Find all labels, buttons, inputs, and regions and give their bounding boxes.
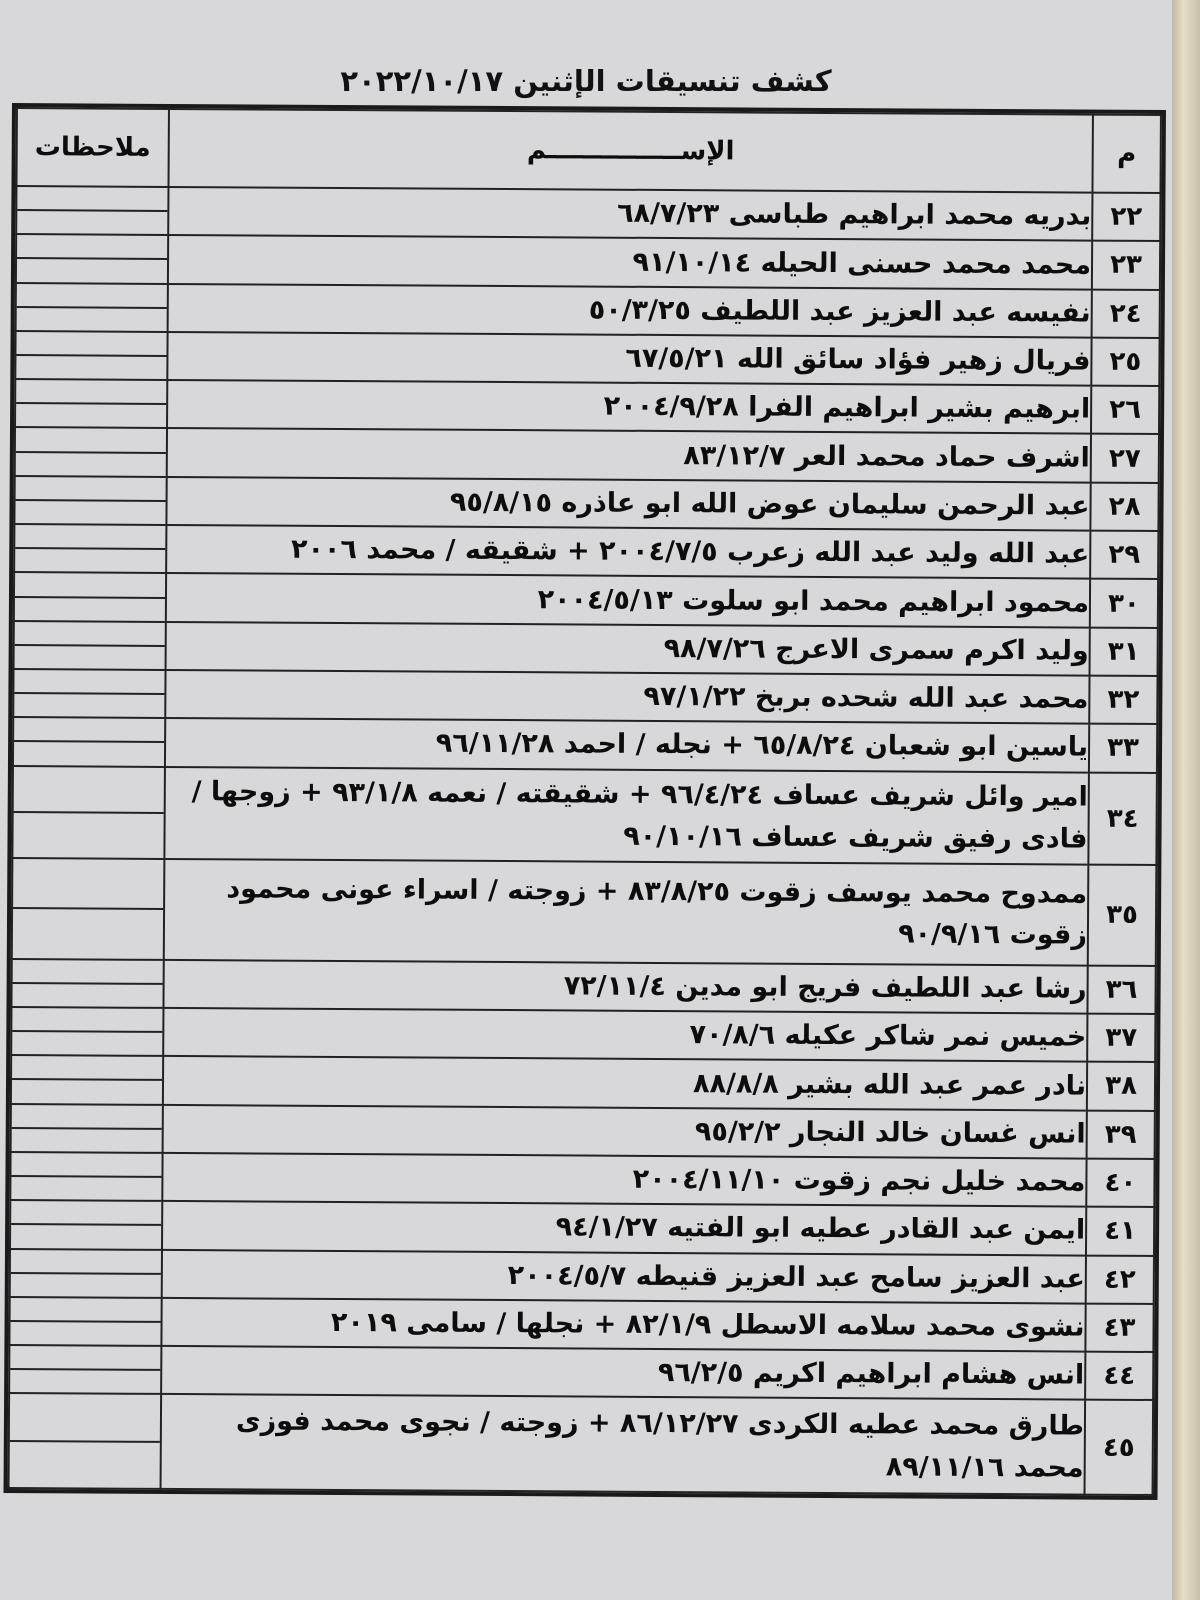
- header-name: الإســـــــــــــــم: [168, 109, 1092, 193]
- row-number: ٣٨: [1087, 1062, 1155, 1111]
- book-edge: [1172, 0, 1200, 1600]
- table-row: [9, 1345, 1153, 1400]
- row-number: ٣٠: [1090, 579, 1158, 628]
- row-name: محمد خليل نجم زقوت ٢٠٠٤/١١/١٠: [162, 1153, 1086, 1207]
- row-notes: [14, 524, 166, 573]
- row-number: ٢٣: [1092, 241, 1160, 290]
- row-notes: [16, 283, 168, 332]
- row-notes: [11, 1007, 163, 1056]
- table-row: [14, 476, 1158, 531]
- row-name: امير وائل شريف عساف ٩٦/٤/٢٤ + شقيقته / نعمه ٩٣/١/٨ + زوجها / فادى رفيق شريف عساف ٩٠/١٠/١٦: [164, 767, 1089, 865]
- row-notes: [15, 331, 167, 380]
- row-name: عبد الله وليد عبد الله زعرب ٢٠٠٤/٧/٥ + شقيقه / محمد ٢٠٠٦: [166, 525, 1090, 579]
- row-number: ٢٨: [1090, 482, 1158, 531]
- row-name: خميس نمر شاكر عكيله ٧٠/٨/٦: [163, 1008, 1087, 1062]
- row-number: ٤٣: [1085, 1303, 1153, 1352]
- row-name: فريال زهير فؤاد سائق الله ٦٧/٥/٢١: [167, 332, 1091, 386]
- row-notes: [11, 1055, 163, 1104]
- table-row: [14, 572, 1158, 627]
- table-row: [16, 186, 1160, 241]
- row-number: ٢٧: [1091, 434, 1159, 483]
- table-row: [9, 1393, 1154, 1495]
- row-notes: [14, 621, 166, 670]
- row-name: بدريه محمد ابراهيم طباسى ٦٨/٧/٢٣: [168, 187, 1092, 241]
- row-notes: [11, 1104, 163, 1153]
- page-title: كشف تنسيقات الإثنين ٢٠٢٢/١٠/١٧: [340, 64, 832, 98]
- row-notes: [13, 717, 165, 766]
- row-name: نادر عمر عبد الله بشير ٨٨/٨/٨: [163, 1056, 1087, 1110]
- roster-table: [8, 107, 1162, 1496]
- row-notes: [16, 234, 168, 283]
- row-number: ٤٠: [1086, 1159, 1154, 1208]
- table-row: [16, 234, 1160, 289]
- row-number: ٤٢: [1086, 1255, 1154, 1304]
- table-row: [13, 717, 1157, 772]
- row-notes: [15, 428, 167, 477]
- row-name: رشا عبد اللطيف فريج ابو مدين ٧٢/١١/٤: [163, 960, 1087, 1014]
- row-notes: [10, 1249, 162, 1298]
- row-number: ٢٦: [1091, 386, 1159, 435]
- table-row: [11, 959, 1155, 1014]
- row-name: نفيسه عبد العزيز عبد اللطيف ٥٠/٣/٢٥: [168, 284, 1092, 338]
- table-row: [13, 669, 1157, 724]
- row-name: عبد العزيز سامح عبد العزيز قنيطه ٢٠٠٤/٥/٧: [162, 1249, 1086, 1303]
- table-row: [9, 1297, 1153, 1352]
- table-row: [10, 1152, 1154, 1207]
- row-notes: [9, 1297, 161, 1346]
- table-row: [12, 766, 1157, 865]
- row-notes: [15, 379, 167, 428]
- roster-table-frame: [4, 103, 1166, 1500]
- row-name: انس غسان خالد النجار ٩٥/٢/٢: [163, 1105, 1087, 1159]
- table-row: [12, 858, 1157, 966]
- row-number: ٣٤: [1088, 772, 1157, 865]
- table-row: [15, 379, 1159, 434]
- row-name: ابرهيم بشير ابراهيم الفرا ٢٠٠٤/٩/٢٨: [167, 380, 1091, 434]
- row-number: ٢٥: [1091, 337, 1159, 386]
- row-name: طارق محمد عطيه الكردى ٨٦/١٢/٢٧ + زوجته / نجوى محمد فوزى محمد ٨٩/١١/١٦: [161, 1394, 1086, 1494]
- row-number: ٣٩: [1087, 1110, 1155, 1159]
- row-notes: [12, 858, 165, 960]
- row-notes: [13, 669, 165, 718]
- row-number: ٢٢: [1092, 193, 1160, 242]
- row-number: ٣٧: [1087, 1014, 1155, 1063]
- row-name: اشرف حماد محمد العر ٨٣/١٢/٧: [167, 428, 1091, 482]
- table-row: [14, 621, 1158, 676]
- row-name: عبد الرحمن سليمان عوض الله ابو عاذره ٩٥/٨/١٥: [166, 477, 1090, 531]
- table-header-row: [16, 108, 1160, 193]
- table-row: [11, 1055, 1155, 1110]
- table-row: [14, 524, 1158, 579]
- table-row: [11, 1104, 1155, 1159]
- row-notes: [12, 766, 165, 859]
- row-notes: [11, 959, 163, 1008]
- header-notes: ملاحظات: [16, 108, 168, 187]
- row-number: ٤١: [1086, 1207, 1154, 1256]
- table-row: [10, 1200, 1154, 1255]
- row-number: ٢٤: [1092, 289, 1160, 338]
- row-name: ياسين ابو شعبان ٦٥/٨/٢٤ + نجله / احمد ٩٦/١١/٢٨: [165, 718, 1089, 772]
- row-notes: [10, 1200, 162, 1249]
- row-number: ٣٥: [1088, 865, 1157, 966]
- row-number: ٤٤: [1085, 1352, 1153, 1401]
- row-name: محمد محمد حسنى الحيله ٩١/١٠/١٤: [168, 235, 1092, 289]
- row-number: ٣٢: [1089, 676, 1157, 725]
- row-name: ايمن عبد القادر عطيه ابو الفتيه ٩٤/١/٢٧: [162, 1201, 1086, 1255]
- table-row: [16, 283, 1160, 338]
- row-notes: [14, 572, 166, 621]
- row-notes: [9, 1345, 161, 1394]
- row-name: محمد عبد الله شحده بربخ ٩٧/١/٢٢: [165, 670, 1089, 724]
- row-number: ٣١: [1090, 627, 1158, 676]
- row-number: ٤٥: [1085, 1400, 1154, 1495]
- table-row: [15, 428, 1159, 483]
- table-row: [11, 1007, 1155, 1062]
- table-row: [15, 331, 1159, 386]
- header-number: م: [1092, 115, 1160, 193]
- row-number: ٣٦: [1087, 965, 1155, 1014]
- row-notes: [10, 1152, 162, 1201]
- row-number: ٣٣: [1089, 724, 1157, 773]
- row-notes: [16, 186, 168, 235]
- row-name: محمود ابراهيم محمد ابو سلوت ٢٠٠٤/٥/١٣: [166, 573, 1090, 627]
- row-name: انس هشام ابراهيم اكريم ٩٦/٢/٥: [161, 1346, 1085, 1400]
- row-notes: [14, 476, 166, 525]
- row-notes: [9, 1393, 162, 1489]
- row-number: ٢٩: [1090, 531, 1158, 580]
- table-row: [10, 1249, 1154, 1304]
- row-name: نشوى محمد سلامه الاسطل ٨٢/١/٩ + نجلها / سامى ٢٠١٩: [161, 1298, 1085, 1352]
- row-name: وليد اكرم سمرى الاعرج ٩٨/٧/٢٦: [166, 622, 1090, 676]
- row-name: ممدوح محمد يوسف زقوت ٨٣/٨/٢٥ + زوجته / اسراء عونى محمود زقوت ٩٠/٩/١٦: [164, 859, 1089, 965]
